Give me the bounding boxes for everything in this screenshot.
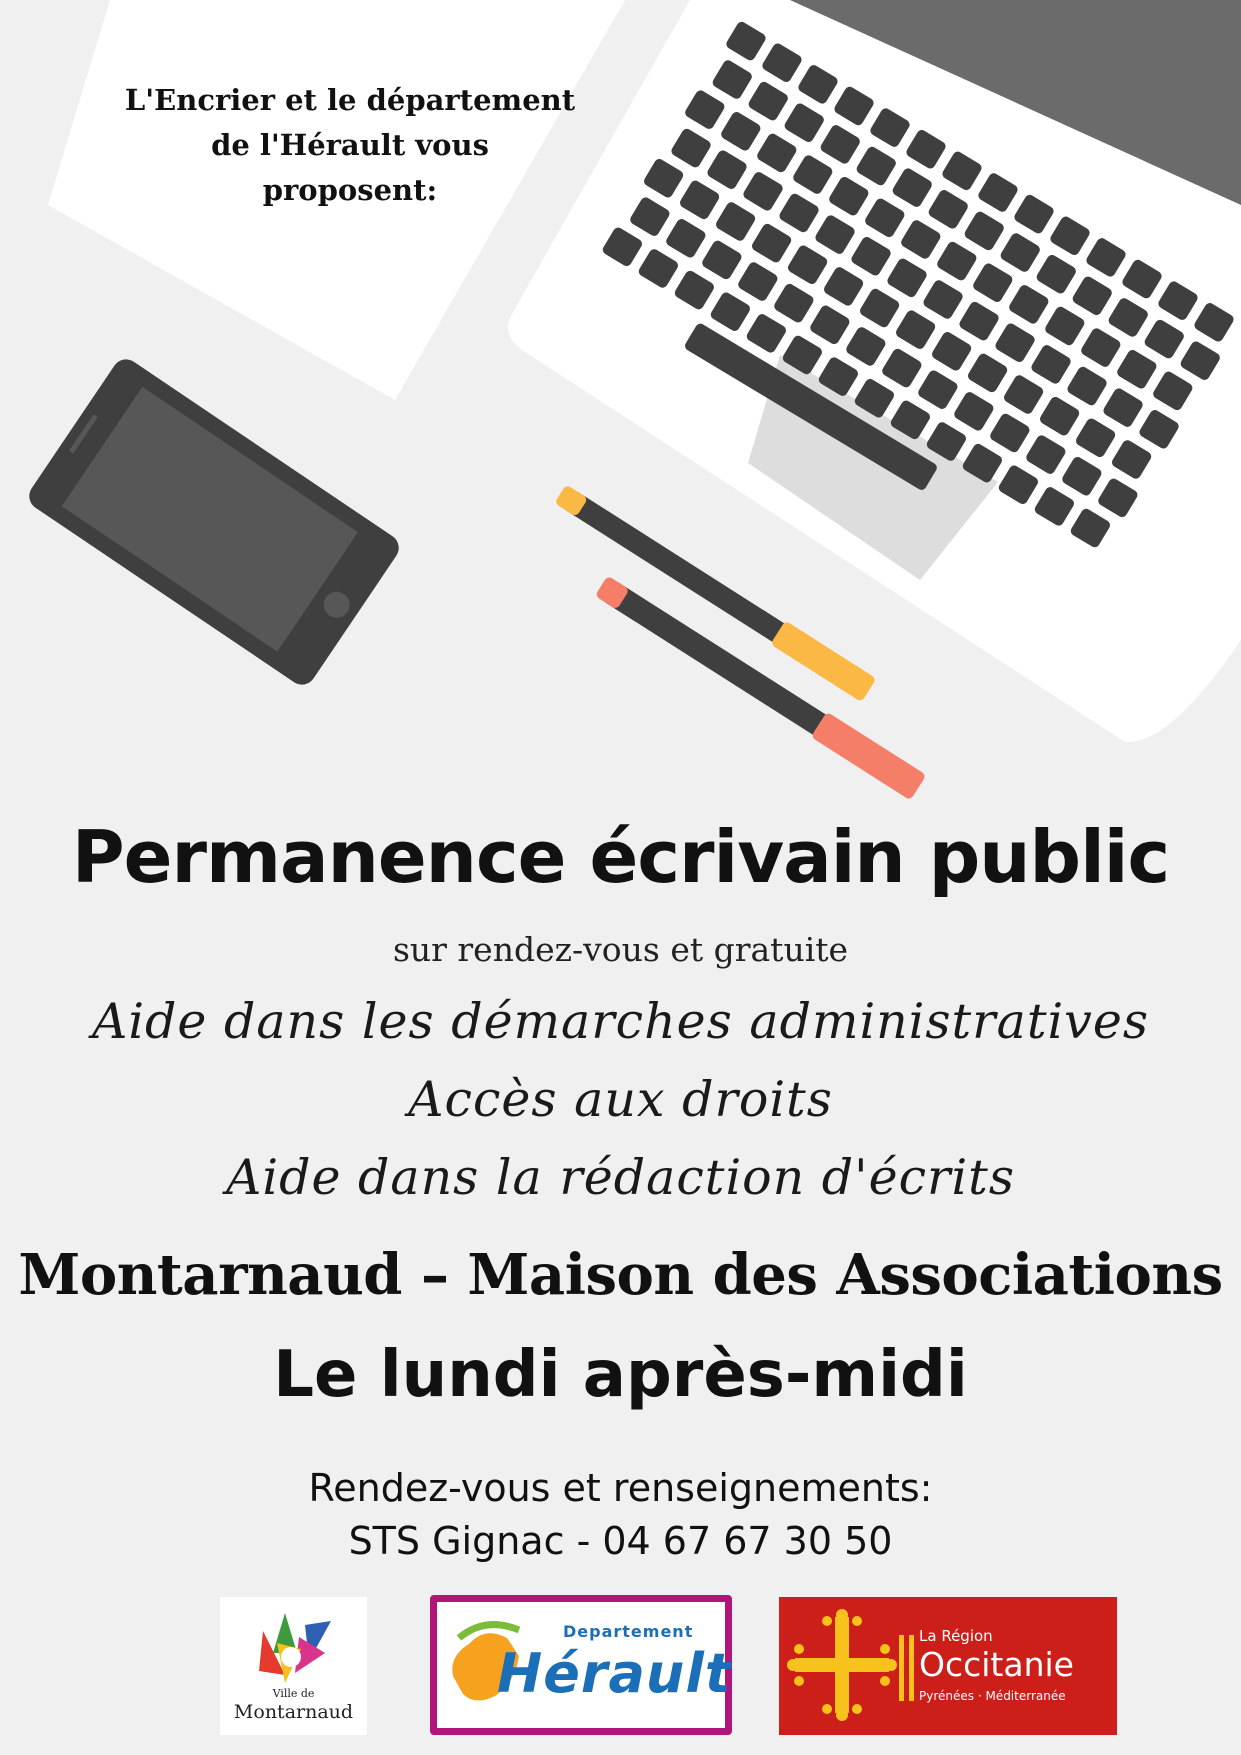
location: Montarnaud – Maison des Associations (18, 1242, 1223, 1308)
occitan-cross-icon (787, 1609, 897, 1721)
intro-text (120, 78, 580, 213)
laptop-icon (508, 0, 1241, 742)
montarnaud-name: Montarnaud (233, 1701, 354, 1723)
herault-name: Hérault (497, 1642, 732, 1705)
service-item: Aide dans les démarches administratives (91, 993, 1150, 1050)
contact-phone: STS Gignac - 04 67 67 30 50 (348, 1519, 893, 1563)
occitanie-sub: Pyrénées · Méditerranée (919, 1689, 1066, 1703)
service-item: Aide dans la rédaction d'écrits (226, 1149, 1015, 1206)
intro-line: L'Encrier et le département (124, 83, 576, 117)
occitanie-name: Occitanie (919, 1645, 1074, 1684)
phone-icon (24, 354, 404, 690)
occitanie-top: La Région (919, 1627, 993, 1645)
schedule: Le lundi après-midi (273, 1338, 968, 1412)
service-item: Accès aux droits (408, 1071, 833, 1128)
montarnaud-logo (220, 1597, 367, 1735)
intro-line: de l'Hérault vous (211, 128, 489, 162)
subtitle: sur rendez-vous et gratuite (392, 930, 849, 969)
herault-top: Departement (563, 1622, 694, 1641)
intro-line: proposent: (262, 173, 438, 207)
contact-heading: Rendez-vous et renseignements: (308, 1466, 933, 1510)
occitanie-logo (779, 1597, 1117, 1735)
herault-logo (430, 1595, 732, 1735)
page-title: Permanence écrivain public (71, 815, 1170, 899)
coral-marker-icon (593, 573, 926, 800)
montarnaud-emblem-icon (255, 1613, 335, 1685)
montarnaud-small: Ville de (272, 1687, 315, 1700)
occitanie-stripes-icon (899, 1635, 915, 1701)
